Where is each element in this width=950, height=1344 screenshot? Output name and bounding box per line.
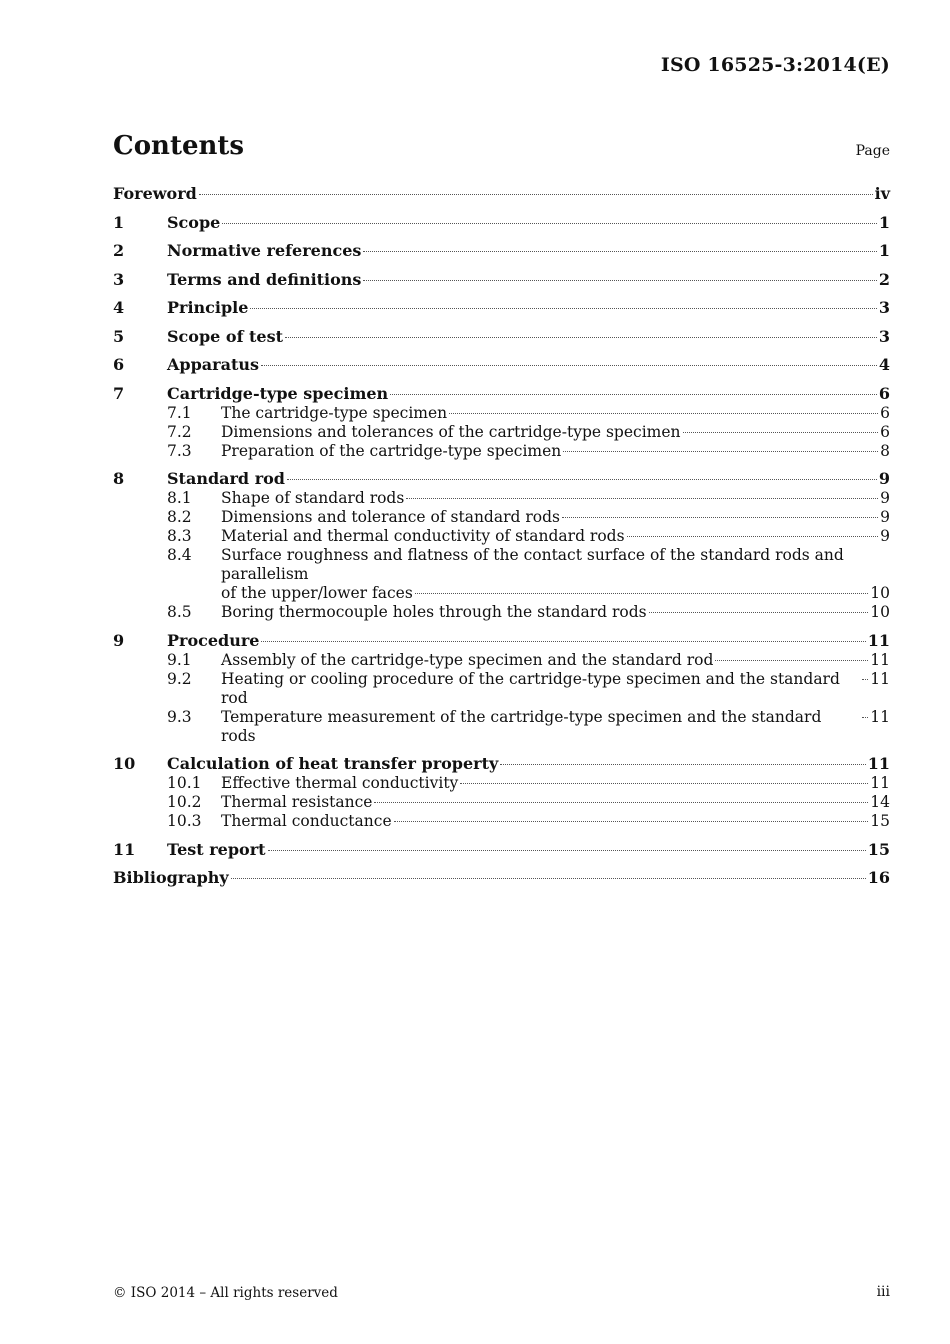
toc-page: 1	[878, 212, 890, 232]
toc-title: Terms and definitions	[167, 269, 362, 289]
toc-title-line-1: Surface roughness and flatness of the contact surface of the standard rods and parallelism	[221, 546, 844, 583]
toc-title: Procedure	[167, 630, 260, 650]
toc-number: 5	[113, 326, 125, 346]
toc-entry-1[interactable]	[113, 213, 890, 233]
dot-leader	[627, 536, 879, 537]
toc-entry-9-3[interactable]	[113, 708, 890, 746]
dot-leader	[563, 451, 878, 452]
toc-title: Dimensions and tolerances of the cartridge-type specimen	[221, 422, 681, 441]
toc-entry-9-2[interactable]	[113, 670, 890, 708]
toc-title: The cartridge-type specimen	[221, 403, 448, 422]
toc-page: 9	[880, 508, 890, 526]
toc-page: 11	[870, 774, 890, 792]
toc-entry-11[interactable]	[113, 840, 890, 860]
toc-entry-7-3[interactable]	[113, 442, 890, 461]
dot-leader	[449, 413, 878, 414]
dot-leader	[394, 821, 869, 822]
toc-page: 11	[870, 650, 890, 669]
toc-entry-7-2[interactable]	[113, 423, 890, 442]
toc-number: 11	[113, 839, 136, 859]
dot-leader	[250, 308, 876, 309]
toc-page: 9	[880, 527, 890, 545]
toc-number: 9.2	[167, 669, 192, 688]
table-of-contents	[113, 184, 890, 888]
toc-title: Assembly of the cartridge-type specimen and the standard rod	[221, 650, 714, 669]
toc-title: Boring thermocouple holes through the standard rods	[221, 603, 647, 621]
toc-number: 8.2	[167, 508, 192, 526]
document-id: ISO 16525-3:2014(E)	[660, 54, 890, 76]
dot-leader	[649, 612, 869, 613]
toc-number: 8	[113, 469, 125, 488]
toc-number: 10.1	[167, 774, 202, 792]
toc-title: Dimensions and tolerance of standard rods	[221, 508, 560, 526]
toc-title: Calculation of heat transfer property	[167, 754, 499, 773]
toc-number: 8.3	[167, 527, 192, 545]
toc-title: Preparation of the cartridge-type specimen	[221, 441, 562, 460]
dot-leader	[287, 479, 877, 480]
toc-title: Standard rod	[167, 469, 285, 488]
dot-leader	[500, 764, 865, 765]
dot-leader	[261, 365, 877, 366]
toc-page: 10	[870, 603, 890, 621]
toc-page: 3	[878, 298, 890, 317]
toc-title: Thermal resistance	[221, 793, 373, 811]
toc-page: 15	[867, 839, 890, 859]
toc-page: 4	[878, 355, 890, 374]
toc-entry-3[interactable]	[113, 270, 890, 290]
toc-title: Shape of standard rods	[221, 489, 405, 507]
toc-page: 10	[870, 584, 890, 602]
toc-number: 4	[113, 298, 125, 317]
toc-number: 7.2	[167, 422, 192, 441]
toc-entry-10-3[interactable]	[113, 812, 890, 831]
toc-page: 11	[867, 754, 890, 773]
toc-title: Thermal conductance	[221, 812, 392, 830]
toc-entry-8-3[interactable]	[113, 527, 890, 546]
toc-number: 7	[113, 383, 125, 403]
toc-entry-4[interactable]	[113, 298, 890, 318]
dot-leader	[222, 223, 877, 224]
copyright-notice: © ISO 2014 – All rights reserved	[113, 1285, 338, 1301]
toc-number: 1	[113, 212, 125, 232]
toc-number: 7.1	[167, 403, 192, 422]
toc-title: Scope	[167, 212, 221, 232]
toc-entry-10-2[interactable]	[113, 793, 890, 812]
toc-entry-foreword[interactable]	[113, 184, 890, 204]
toc-title: Temperature measurement of the cartridge-type specimen and the standard rods	[221, 707, 822, 745]
toc-number: 9.3	[167, 707, 192, 726]
toc-number: 8.4	[167, 546, 192, 564]
dot-leader	[683, 432, 879, 433]
dot-leader	[390, 394, 877, 395]
toc-page: 14	[870, 793, 890, 811]
toc-page: 8	[880, 441, 890, 460]
toc-page: 16	[867, 868, 890, 887]
toc-title: Bibliography	[113, 868, 229, 887]
toc-number: 8.5	[167, 603, 192, 621]
toc-number: 10.3	[167, 812, 202, 830]
toc-entry-8[interactable]	[113, 469, 890, 489]
toc-page: 6	[878, 383, 890, 403]
dot-leader	[562, 517, 878, 518]
toc-page: iv	[874, 184, 890, 203]
toc-number: 8.1	[167, 489, 192, 507]
toc-number: 10.2	[167, 793, 202, 811]
toc-entry-8-2[interactable]	[113, 508, 890, 527]
toc-title: Effective thermal conductivity	[221, 774, 459, 792]
dot-leader	[363, 251, 876, 252]
page-number: iii	[876, 1284, 890, 1300]
toc-number: 2	[113, 241, 125, 260]
toc-entry-2[interactable]	[113, 241, 890, 261]
toc-entry-9-1[interactable]	[113, 651, 890, 670]
dot-leader	[460, 783, 868, 784]
page-column-label: Page	[855, 143, 890, 159]
toc-entry-5[interactable]	[113, 327, 890, 347]
toc-page: 9	[878, 469, 890, 488]
toc-title: Apparatus	[167, 355, 259, 374]
toc-page: 3	[878, 326, 890, 346]
page-title: Contents	[113, 131, 245, 161]
dot-leader	[862, 717, 868, 718]
dot-leader	[261, 641, 865, 642]
toc-entry-8-5[interactable]	[113, 603, 890, 622]
dot-leader	[862, 679, 868, 680]
dot-leader	[199, 194, 873, 195]
dot-leader	[406, 498, 878, 499]
dot-leader	[715, 660, 868, 661]
toc-title: Principle	[167, 298, 249, 317]
toc-page: 11	[870, 707, 890, 726]
toc-number: 7.3	[167, 441, 192, 460]
toc-page: 9	[880, 489, 890, 507]
dot-leader	[415, 593, 868, 594]
toc-entry-10-1[interactable]	[113, 774, 890, 793]
toc-page: 2	[878, 269, 890, 289]
dot-leader	[285, 337, 877, 338]
dot-leader	[231, 878, 866, 879]
toc-page: 6	[880, 422, 890, 441]
toc-title: Test report	[167, 839, 266, 859]
toc-page: 11	[867, 630, 890, 650]
dot-leader	[268, 850, 866, 851]
toc-title: Material and thermal conductivity of standard rods	[221, 527, 625, 545]
toc-entry-7[interactable]	[113, 384, 890, 404]
toc-page: 6	[880, 403, 890, 422]
dot-leader	[374, 802, 868, 803]
toc-entry-8-1[interactable]	[113, 489, 890, 508]
toc-number: 9.1	[167, 650, 192, 669]
toc-title-line-2: of the upper/lower faces	[221, 584, 413, 602]
toc-title: Normative references	[167, 241, 362, 260]
toc-entry-bibliography[interactable]	[113, 868, 890, 888]
toc-title: Foreword	[113, 184, 197, 203]
toc-entry-10[interactable]	[113, 754, 890, 774]
toc-entry-8-4[interactable]	[113, 546, 890, 603]
toc-number: 3	[113, 269, 125, 289]
toc-number: 6	[113, 355, 125, 374]
toc-number: 9	[113, 630, 125, 650]
toc-entry-9[interactable]	[113, 631, 890, 651]
toc-entry-7-1[interactable]	[113, 404, 890, 423]
toc-title: Cartridge-type specimen	[167, 383, 389, 403]
toc-page: 1	[878, 241, 890, 260]
toc-entry-6[interactable]	[113, 355, 890, 375]
toc-title: Scope of test	[167, 326, 283, 346]
toc-page: 11	[870, 669, 890, 688]
toc-number: 10	[113, 754, 136, 773]
dot-leader	[363, 280, 876, 281]
toc-page: 15	[870, 812, 890, 830]
toc-title: Heating or cooling procedure of the cartridge-type specimen and the standard rod	[221, 669, 840, 707]
